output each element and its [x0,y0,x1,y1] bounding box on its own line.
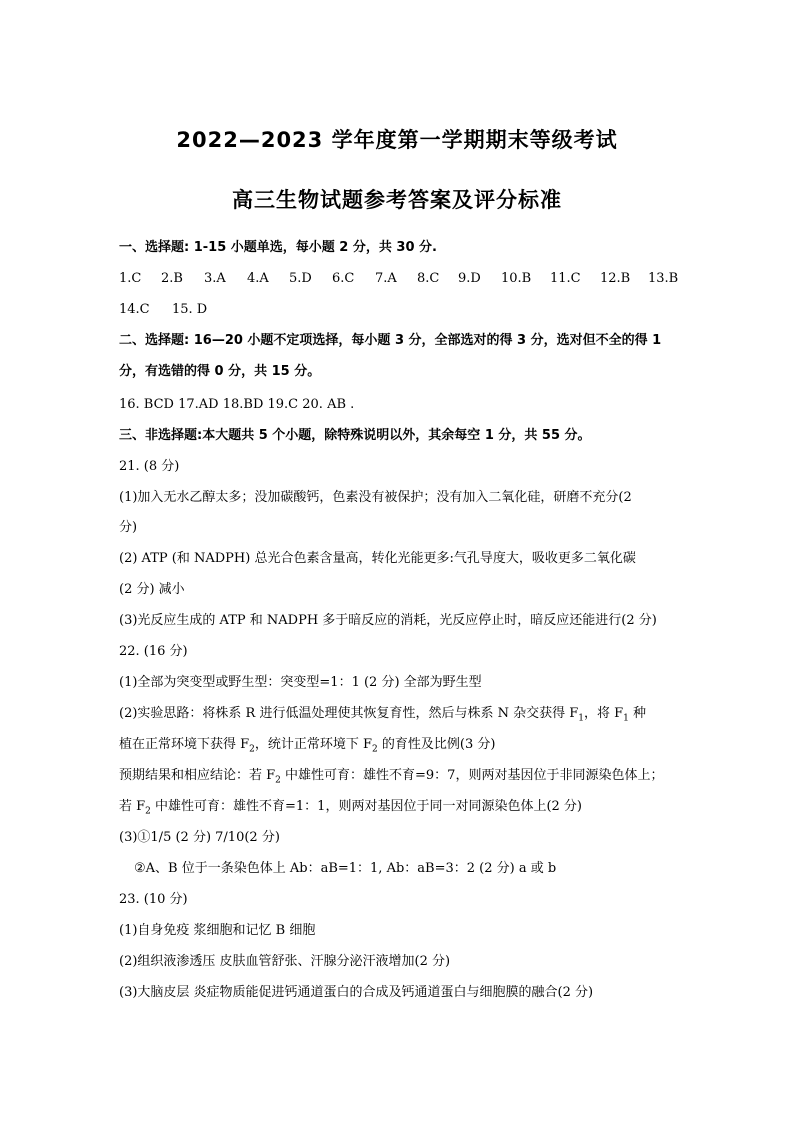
section2-answers: 16. BCD 17.AD 18.BD 19.C 20. AB . [119,397,355,412]
section2-heading-line1: 二、选择题: 16—20 小题不定项选择，每小题 3 分，全部选对的得 3 分，选对但不全的得 1 [119,333,662,348]
q22-part3-line2: ②A、B 位于一条染色体上 Ab：aB=1：1, Ab：aB=3：2 (2 分) a 或 b [134,861,557,876]
q23-part3: (3)大脑皮层 炎症物质能促进钙通道蛋白的合成及钙通道蛋白与细胞膜的融合(2 分) [119,985,594,1000]
q21-part3: (3)光反应生成的 ATP 和 NADPH 多于暗反应的消耗，光反应停止时，暗反应还能进行(2 分) [119,613,657,628]
answer-9: 9.D [458,271,481,286]
answer-1: 1.C [119,271,142,286]
answer-4: 4.A [247,271,269,286]
q21-part2-line1: (2) ATP (和 NADPH) 总光合色素含量高，转化光能更多:气孔导度大，吸收更多二氧化碳 [119,551,636,566]
answer-15: 15. D [172,302,208,317]
q22-prediction-line1 [119,766,663,791]
answer-2: 2.B [161,271,183,286]
f2-subscript: 2 [249,744,255,755]
q22-part2-text-f: 的育性及比例(3 分) [377,737,496,752]
answer-13: 13.B [648,271,679,286]
q22-prediction-text-b: 中雄性可育：雄性不育=9：7，则两对基因位于非同源染色体上； [280,768,664,783]
section1-heading: 一、选择题: 1-15 小题单选，每小题 2 分，共 30 分. [119,240,437,255]
f1-subscript: 1 [578,713,584,724]
section2-heading-line2: 分，有选错的得 0 分，共 15 分。 [119,364,321,379]
q23-part2: (2)组织液渗透压 皮肤血管舒张、汗腺分泌汗液增加(2 分) [119,954,451,969]
f2-subscript: 2 [275,775,281,786]
q22-prediction-line2 [119,797,582,822]
q21-part1-line1: (1)加入无水乙醇太多；没加碳酸钙，色素没有被保护；没有加入二氧化硅，研磨不充分(2 [119,490,632,505]
q22-prediction-text-a: 预期结果和相应结论：若 F [119,768,276,783]
answer-5: 5.D [289,271,312,286]
f2-subscript: 2 [372,744,378,755]
q22-prediction-text-c: 若 F [119,799,146,814]
q22-part2-line2 [119,735,495,760]
answer-7: 7.A [375,271,397,286]
exam-subtitle: 高三生物试题参考答案及评分标准 [232,188,562,212]
answer-8: 8.C [417,271,440,286]
f2-subscript: 2 [145,806,151,817]
q21-part2-line2: (2 分) 减小 [119,582,185,597]
q22-part3-line1: (3)①1/5 (2 分) 7/10(2 分) [119,830,280,845]
q22-part2-text-b: ，将 F [584,706,624,721]
section3-heading: 三、非选择题:本大题共 5 个小题，除特殊说明以外，其余每空 1 分，共 55 分。 [119,428,591,443]
q22-part2-text-a: (2)实验思路：将株系 R 进行低温处理使其恢复育性，然后与株系 N 杂交获得 F [119,706,579,721]
f1-subscript: 1 [623,713,629,724]
answer-3: 3.A [204,271,226,286]
q23-label: 23. (10 分) [119,892,188,907]
q23-part1: (1)自身免疫 浆细胞和记忆 B 细胞 [119,923,316,938]
answer-6: 6.C [332,271,355,286]
q22-part2-line1 [119,704,646,729]
answer-12: 12.B [600,271,631,286]
q22-part2-text-e: ，统计正常环境下 F [254,737,373,752]
exam-title: 2022—2023 学年度第一学期期末等级考试 [176,128,618,152]
q22-label: 22. (16 分) [119,644,188,659]
q22-part2-text-c: 种 [628,706,647,721]
q21-part1-line2: 分) [119,520,138,535]
answer-11: 11.C [550,271,581,286]
q22-part2-text-d: 植在正常环境下获得 F [119,737,250,752]
answer-14: 14.C [119,302,150,317]
answer-10: 10.B [501,271,532,286]
q21-label: 21. (8 分) [119,459,180,474]
q22-part1: (1)全部为突变型或野生型：突变型=1：1 (2 分) 全部为野生型 [119,675,482,690]
q22-prediction-text-d: 中雄性可育：雄性不育=1：1，则两对基因位于同一对同源染色体上(2 分) [150,799,583,814]
